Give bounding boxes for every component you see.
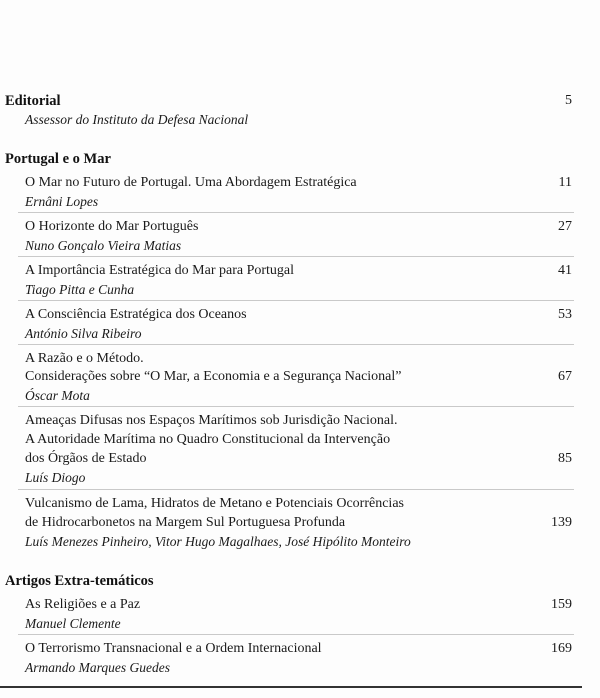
entry-author: Assessor do Instituto da Defesa Nacional	[25, 112, 249, 127]
section-heading-editorial: Editorial	[5, 93, 61, 109]
entry-title: de Hidrocarbonetos na Margem Sul Portuguesa Profunda	[25, 515, 346, 530]
page-number: 5	[565, 93, 572, 108]
entry-title: Vulcanismo de Lama, Hidratos de Metano e Potenciais Ocorrências	[25, 496, 404, 511]
entry-title: A Autoridade Marítima no Quadro Constitucional da Intervenção	[25, 432, 391, 447]
entry-author: Armando Marques Guedes	[25, 660, 170, 675]
entry-author: Óscar Mota	[25, 388, 90, 403]
entry-title: O Terrorismo Transnacional e a Ordem Internacional	[25, 641, 322, 656]
entry-divider	[18, 344, 574, 345]
page-number: 85	[558, 451, 572, 466]
entry-title: A Consciência Estratégica dos Oceanos	[25, 307, 247, 322]
entry-title: As Religiões e a Paz	[25, 597, 141, 612]
entry-divider	[18, 212, 574, 213]
page-number: 27	[558, 219, 572, 234]
page-number: 11	[558, 175, 572, 190]
entry-author: Nuno Gonçalo Vieira Matias	[25, 238, 182, 253]
entry-title: dos Órgãos de Estado	[25, 451, 147, 466]
page-number: 169	[551, 641, 572, 656]
page-number: 159	[551, 597, 572, 612]
entry-divider	[18, 634, 574, 635]
entry-title: O Mar no Futuro de Portugal. Uma Abordagem Estratégica	[25, 175, 357, 190]
page-number: 53	[558, 307, 572, 322]
entry-author: Luís Diogo	[25, 470, 86, 485]
entry-divider	[18, 489, 574, 490]
section-heading-artigos-extra-tematicos: Artigos Extra-temáticos	[5, 573, 154, 589]
entry-divider	[18, 406, 574, 407]
page-number: 67	[558, 369, 572, 384]
bottom-rule	[0, 686, 582, 688]
entry-author: Manuel Clemente	[25, 616, 121, 631]
entry-divider	[18, 256, 574, 257]
section-heading-portugal-e-o-mar: Portugal e o Mar	[5, 151, 111, 167]
entry-author: António Silva Ribeiro	[25, 326, 142, 341]
page-number: 41	[558, 263, 572, 278]
entry-title: O Horizonte do Mar Português	[25, 219, 199, 234]
entry-author: Ernâni Lopes	[25, 194, 99, 209]
entry-title: Considerações sobre “O Mar, a Economia e a Segurança Nacional”	[25, 369, 402, 384]
entry-title: A Importância Estratégica do Mar para Portugal	[25, 263, 295, 278]
entry-author: Tiago Pitta e Cunha	[25, 282, 135, 297]
entry-title: Ameaças Difusas nos Espaços Marítimos sob Jurisdição Nacional.	[25, 413, 398, 428]
entry-divider	[18, 300, 574, 301]
entry-author: Luís Menezes Pinheiro, Vitor Hugo Magalhaes, José Hipólito Monteiro	[25, 534, 411, 549]
entry-title: A Razão e o Método.	[25, 351, 144, 366]
page-number: 139	[551, 515, 572, 530]
